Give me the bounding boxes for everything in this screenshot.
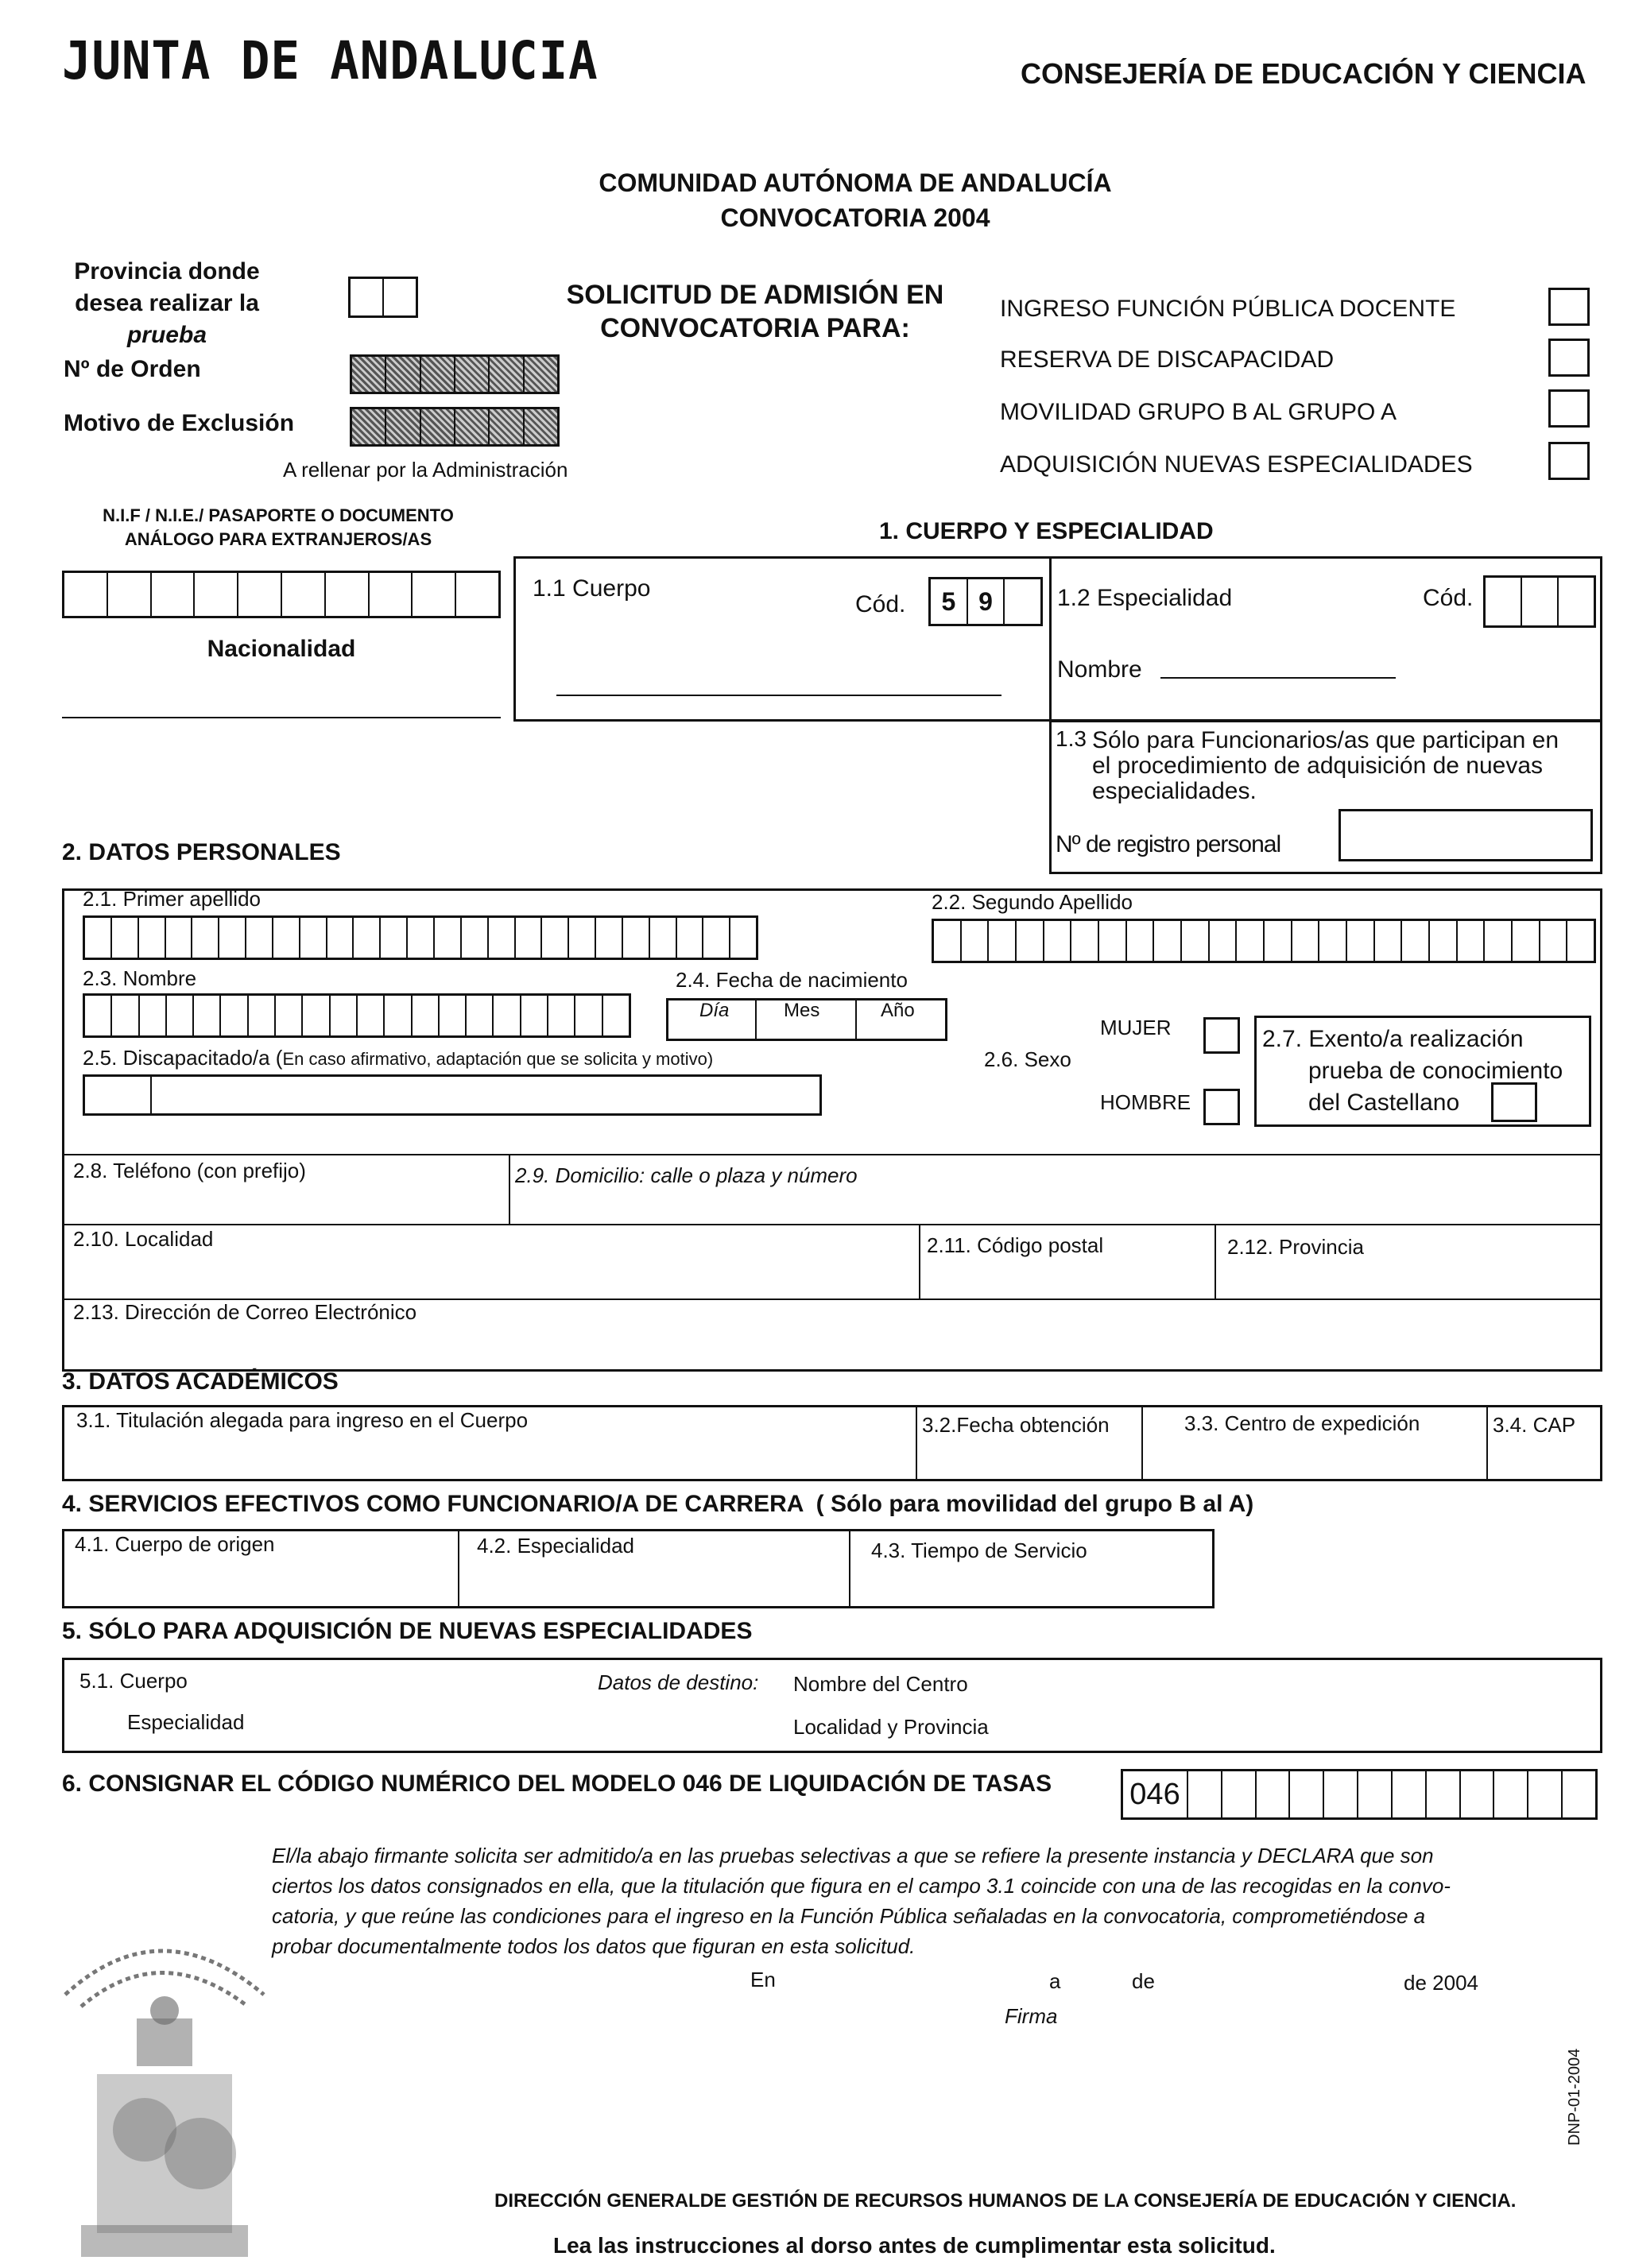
mes-label: Mes <box>784 1000 820 1021</box>
domicilio-label: 2.9. Domicilio: calle o plaza y número <box>515 1163 858 1187</box>
option-adquisicion: ADQUISICIÓN NUEVAS ESPECIALIDADES <box>1000 451 1473 478</box>
discapacitado-label: 2.5. Discapacitado/a (En caso afirmativo, adaptación que se solicita y motivo) <box>83 1046 714 1070</box>
consejeria-title: CONSEJERÍA DE EDUCACIÓN Y CIENCIA <box>1021 57 1586 90</box>
centro-divider <box>1486 1405 1488 1481</box>
firma-label: Firma <box>1005 2004 1058 2028</box>
s2-row-line-2 <box>62 1224 1602 1225</box>
ingreso-checkbox[interactable] <box>1548 288 1590 326</box>
exento-checkbox[interactable] <box>1491 1082 1537 1122</box>
fecha-divider-1 <box>755 998 757 1041</box>
email-label: 2.13. Dirección de Correo Electrónico <box>73 1300 417 1324</box>
localidad-provincia-label: Localidad y Provincia <box>793 1715 989 1739</box>
s2-title: 2. DATOS PERSONALES <box>62 839 341 865</box>
especialidad-cod-label: Cód. <box>1423 585 1474 611</box>
mujer-label: MUJER <box>1100 1016 1172 1039</box>
cuerpo-cod-boxes[interactable]: 5 9 <box>928 577 1043 626</box>
provincia-boxes[interactable] <box>348 277 418 318</box>
nacionalidad-label: Nacionalidad <box>207 636 356 662</box>
especialidad-s5-label: Especialidad <box>127 1710 245 1734</box>
s13-number: 1.3 <box>1056 726 1087 751</box>
cuerpo-line[interactable] <box>556 695 1001 696</box>
option-ingreso: INGRESO FUNCIÓN PÚBLICA DOCENTE <box>1000 296 1456 322</box>
s5-title: 5. SÓLO PARA ADQUISICIÓN DE NUEVAS ESPECIALIDADES <box>62 1618 753 1644</box>
anio-label: Año <box>881 1000 915 1021</box>
s4-divider-1 <box>458 1529 459 1608</box>
titulacion-label: 3.1. Titulación alegada para ingreso en el Cuerpo <box>76 1408 529 1432</box>
adquisicion-checkbox[interactable] <box>1548 442 1590 480</box>
especialidad-s4-label: 4.2. Especialidad <box>477 1534 635 1558</box>
orden-label: Nº de Orden <box>64 356 201 382</box>
mujer-checkbox[interactable] <box>1203 1017 1240 1054</box>
fecha-obtencion-label: 3.2.Fecha obtención <box>922 1413 1110 1437</box>
nombre-s2-label: 2.3. Nombre <box>83 966 197 990</box>
a-rellenar-note: A rellenar por la Administración <box>283 458 568 482</box>
s4-divider-2 <box>849 1529 850 1608</box>
provincia-s2-label: 2.12. Provincia <box>1227 1235 1364 1259</box>
fecha-label: 2.4. Fecha de nacimiento <box>676 968 908 992</box>
dia-label: Día <box>699 1000 730 1021</box>
especialidad-cod-boxes[interactable] <box>1483 575 1596 628</box>
primer-apellido-boxes[interactable] <box>83 915 758 960</box>
nombre-s2-boxes[interactable] <box>83 993 631 1038</box>
s1-box <box>513 556 1602 722</box>
provincia-label: Provincia donde desea realizar la prueba <box>74 258 260 348</box>
comunidad-title: COMUNIDAD AUTÓNOMA DE ANDALUCÍA <box>599 168 1112 197</box>
cap-label: 3.4. CAP <box>1493 1413 1576 1437</box>
segundo-apellido-boxes[interactable] <box>932 919 1596 963</box>
cuerpo-cod-label: Cód. <box>855 591 906 617</box>
andalucia-seal-image <box>49 1891 280 2265</box>
a-label: a <box>1049 1969 1061 1993</box>
orden-boxes <box>350 354 560 394</box>
registro-label: Nº de registro personal <box>1056 831 1281 857</box>
telefono-divider <box>509 1154 510 1224</box>
footer-direccion: DIRECCIÓN GENERALDE GESTIÓN DE RECURSOS HUMANOS DE LA CONSEJERÍA DE EDUCACIÓN Y CIENCIA. <box>494 2190 1517 2212</box>
movilidad-checkbox[interactable] <box>1548 389 1590 428</box>
nif-boxes[interactable] <box>62 571 501 618</box>
motivo-boxes <box>350 407 560 447</box>
cuerpo-origen-label: 4.1. Cuerpo de origen <box>75 1532 275 1556</box>
s1-title: 1. CUERPO Y ESPECIALIDAD <box>879 518 1214 544</box>
reserva-checkbox[interactable] <box>1548 339 1590 377</box>
fecha-divider-2 <box>855 998 857 1041</box>
datos-destino-label: Datos de destino: <box>598 1670 759 1694</box>
s13-text: Sólo para Funcionarios/as que participan en el procedimiento de adquisición de nuevas especialidades. <box>1092 727 1559 804</box>
solicitud-title: SOLICITUD DE ADMISIÓN EN CONVOCATORIA PARA: <box>566 280 944 343</box>
localidad-divider <box>919 1224 920 1298</box>
sexo-label: 2.6. Sexo <box>984 1047 1071 1071</box>
s2-row-line-1 <box>62 1154 1602 1155</box>
de-label: de <box>1132 1969 1155 1993</box>
titulacion-divider <box>916 1405 917 1481</box>
exento-text: 2.7. Exento/a realización prueba de conocimiento del Castellano <box>1262 1026 1563 1116</box>
declaration-text: El/la abajo firmante solicita ser admitido/a en las pruebas selectivas a que se refiere la presente instancia y DECLARA que son ciertos los datos consignados en ella, que la titulación que figura en el campo 3.1 coincide con una de las recogidas en la convo- catoria, y que reúne las condiciones para el ingreso en la Función Pública señaladas en la convocatoria, comprometiéndose a probar documentalmente todos los datos que figuran en esta solicitud. <box>272 1844 1451 1958</box>
s6-title: 6. CONSIGNAR EL CÓDIGO NUMÉRICO DEL MODELO 046 DE LIQUIDACIÓN DE TASAS <box>62 1771 1052 1797</box>
cuerpo-label: 1.1 Cuerpo <box>533 575 651 602</box>
segundo-apellido-label: 2.2. Segundo Apellido <box>932 890 1133 914</box>
primer-apellido-label: 2.1. Primer apellido <box>83 887 261 911</box>
motivo-label: Motivo de Exclusión <box>64 410 295 436</box>
especialidad-label: 1.2 Especialidad <box>1057 585 1233 611</box>
convocatoria-title: CONVOCATORIA 2004 <box>720 203 990 232</box>
telefono-label: 2.8. Teléfono (con prefijo) <box>73 1159 306 1182</box>
discapacitado-input[interactable] <box>83 1074 822 1116</box>
s4-title: 4. SERVICIOS EFECTIVOS COMO FUNCIONARIO/A DE CARRERA ( Sólo para movilidad del grupo B al A) <box>62 1491 1254 1517</box>
cp-label: 2.11. Código postal <box>927 1233 1104 1257</box>
footer-instructions: Lea las instrucciones al dorso antes de cumplimentar esta solicitud. <box>553 2233 1276 2258</box>
modelo-046-boxes[interactable]: 046 <box>1121 1769 1598 1820</box>
nif-label: N.I.F / N.I.E./ PASAPORTE O DOCUMENTO ANÁLOGO PARA EXTRANJEROS/AS <box>103 505 454 549</box>
form-code: DNP-01-2004 <box>1566 2048 1583 2146</box>
logo-junta: JUNTA DE ANDALUCIA <box>62 30 599 91</box>
s3-title: 3. DATOS ACADÉMICOS <box>62 1368 339 1395</box>
hombre-checkbox[interactable] <box>1203 1089 1240 1125</box>
option-movilidad: MOVILIDAD GRUPO B AL GRUPO A <box>1000 399 1397 425</box>
fecha-obtencion-divider <box>1141 1405 1143 1481</box>
nombre-line[interactable] <box>1160 677 1396 679</box>
registro-input[interactable] <box>1339 809 1593 861</box>
cuerpo-s5-label: 5.1. Cuerpo <box>79 1669 188 1693</box>
tiempo-label: 4.3. Tiempo de Servicio <box>871 1538 1087 1562</box>
option-reserva: RESERVA DE DISCAPACIDAD <box>1000 346 1335 373</box>
localidad-label: 2.10. Localidad <box>73 1227 214 1251</box>
cp-divider <box>1215 1224 1216 1298</box>
hombre-label: HOMBRE <box>1100 1090 1191 1114</box>
de-2004-label: de 2004 <box>1404 1971 1478 1995</box>
nacionalidad-line[interactable] <box>62 717 501 718</box>
nombre-centro-label: Nombre del Centro <box>793 1672 968 1696</box>
en-label: En <box>750 1968 776 1991</box>
nombre-label: Nombre <box>1057 656 1142 683</box>
centro-label: 3.3. Centro de expedición <box>1184 1411 1420 1435</box>
